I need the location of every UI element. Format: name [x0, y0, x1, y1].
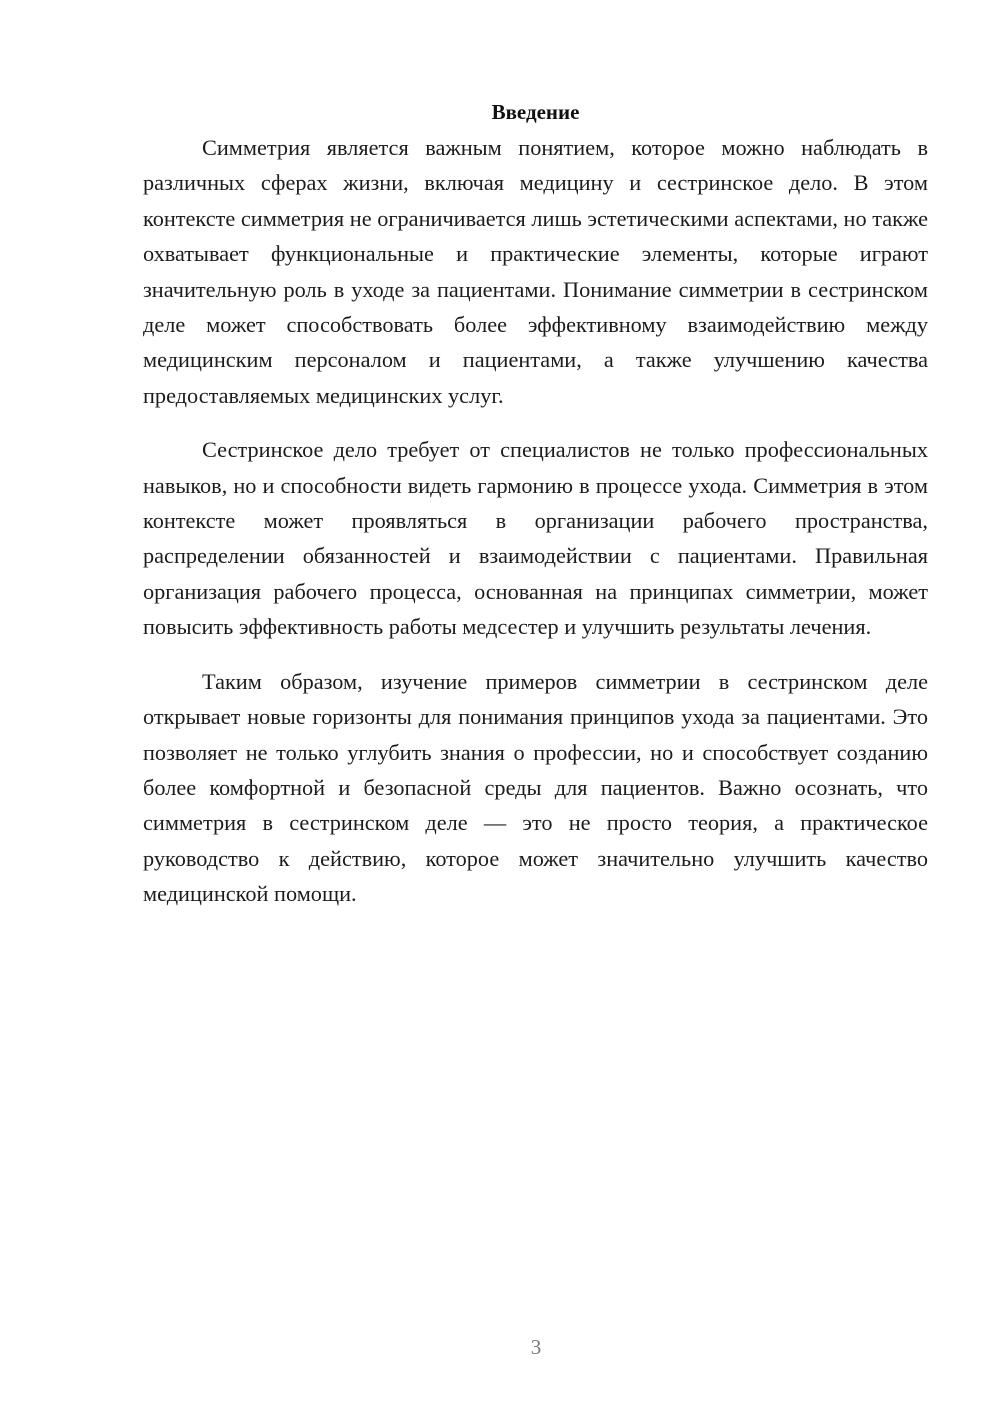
paragraph-1: Симметрия является важным понятием, которое можно наблюдать в различных сферах жизни, включая медицину и сестринское дело. В этом контексте симметрия не ограничивается лишь эстетическими аспектами, но также охватывает функциональные и практические элементы, которые играют значительную роль в уходе за пациентами. Понимание симметрии в сестринском деле может способствовать более эффективному взаимодействию между медицинским персоналом и пациентами, а также улучшению качества предоставляемых медицинских услуг.: [143, 135, 928, 408]
page-content: [143, 96, 928, 912]
paragraph-2: Сестринское дело требует от специалистов не только профессиональных навыков, но и способности видеть гармонию в процессе ухода. Симметрия в этом контексте может проявляться в организации рабочего пространства, распределении обязанностей и взаимодействии с пациентами. Правильная организация рабочего процесса, основанная на принципах симметрии, может повысить эффективность работы медсестер и улучшить результаты лечения.: [143, 437, 928, 640]
page-number: 3: [530, 1335, 542, 1359]
paragraph-3: Таким образом, изучение примеров симметрии в сестринском деле открывает новые горизонты для понимания принципов ухода за пациентами. Это позволяет не только углубить знания о профессии, но и способствует созданию более комфортной и безопасной среды для пациентов. Важно осознать, что симметрия в сестринском деле — это не просто теория, а практическое руководство к действию, которое может значительно улучшить качество медицинской помощи.: [143, 668, 928, 907]
section-heading: Введение: [491, 100, 580, 124]
